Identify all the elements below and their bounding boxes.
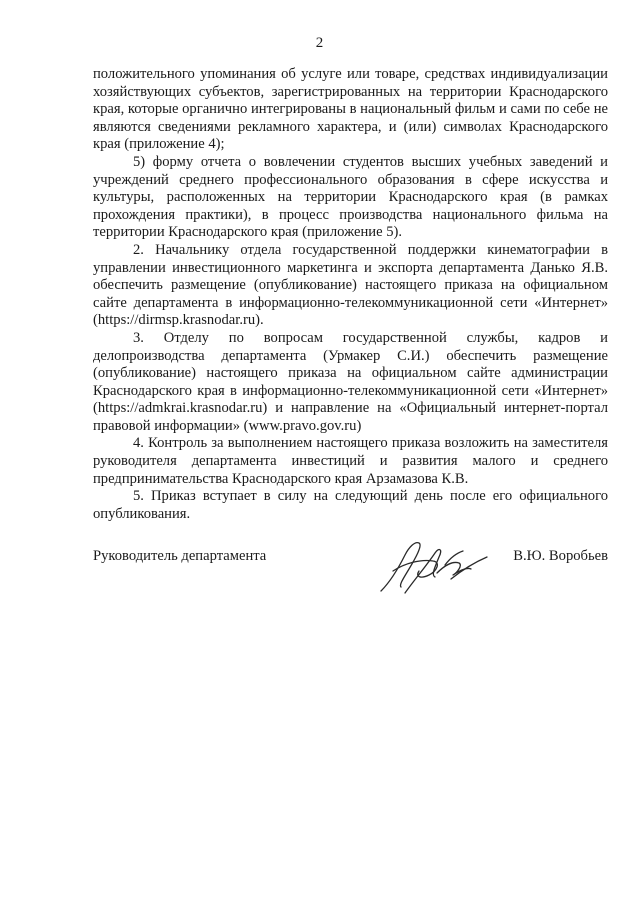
paragraph-4: 4. Контроль за выполнением настоящего приказа возложить на заместителя руководителя департамента инвестиций и развития малого и среднего предпринимательства Краснодарского края Арзамазова К.В. bbox=[93, 435, 608, 487]
page-number: 2 bbox=[315, 35, 324, 51]
paragraph-5: 5. Приказ вступает в силу на следующий день после его официального опубликования. bbox=[93, 488, 608, 522]
handwritten-signature bbox=[375, 535, 495, 597]
signature-block bbox=[93, 535, 608, 605]
signatory-name: В.Ю. Воробьев bbox=[513, 548, 608, 564]
document-body bbox=[93, 66, 608, 523]
paragraph-continuation: положительного упоминания об услуге или товаре, средствах индивидуализации хозяйствующих субъектов, зарегистрированных на территории Краснодарского края, которые органично интегрированы в национальный фильм и сами по себе не являются сведениями рекламного характера, и (или) символах Краснодарского края (приложение 4); bbox=[93, 66, 608, 153]
paragraph-2: 2. Начальнику отдела государственной поддержки кинематографии в управлении инвестиционного маркетинга и экспорта департамента Данько Я.В. обеспечить размещение (опубликование) настоящего приказа на официальном сайте департамента в информационно-телекоммуникационной сети «Интернет» (https://dirmsp.krasnodar.ru). bbox=[93, 241, 608, 329]
paragraph-3: 3. Отделу по вопросам государственной службы, кадров и делопроизводства департамента (Урмакер С.И.) обеспечить размещение (опубликование) настоящего приказа на официальном сайте администрации Краснодарского края в информационно-телекоммуникационной сети «Интернет» (https://admkrai.krasnodar.ru) и направление на «Официальный интернет-портал правовой информации» (www.pravo.gov.ru) bbox=[93, 329, 608, 434]
signatory-title: Руководитель департамента bbox=[93, 548, 267, 564]
paragraph-item-5: 5) форму отчета о вовлечении студентов высших учебных заведений и учреждений среднего профессионального образования в сфере искусства и культуры, расположенных на территории Краснодарского края (в рамках прохождения практики), в процесс производства национального фильма на территории Краснодарского края (приложение 5). bbox=[93, 153, 608, 241]
